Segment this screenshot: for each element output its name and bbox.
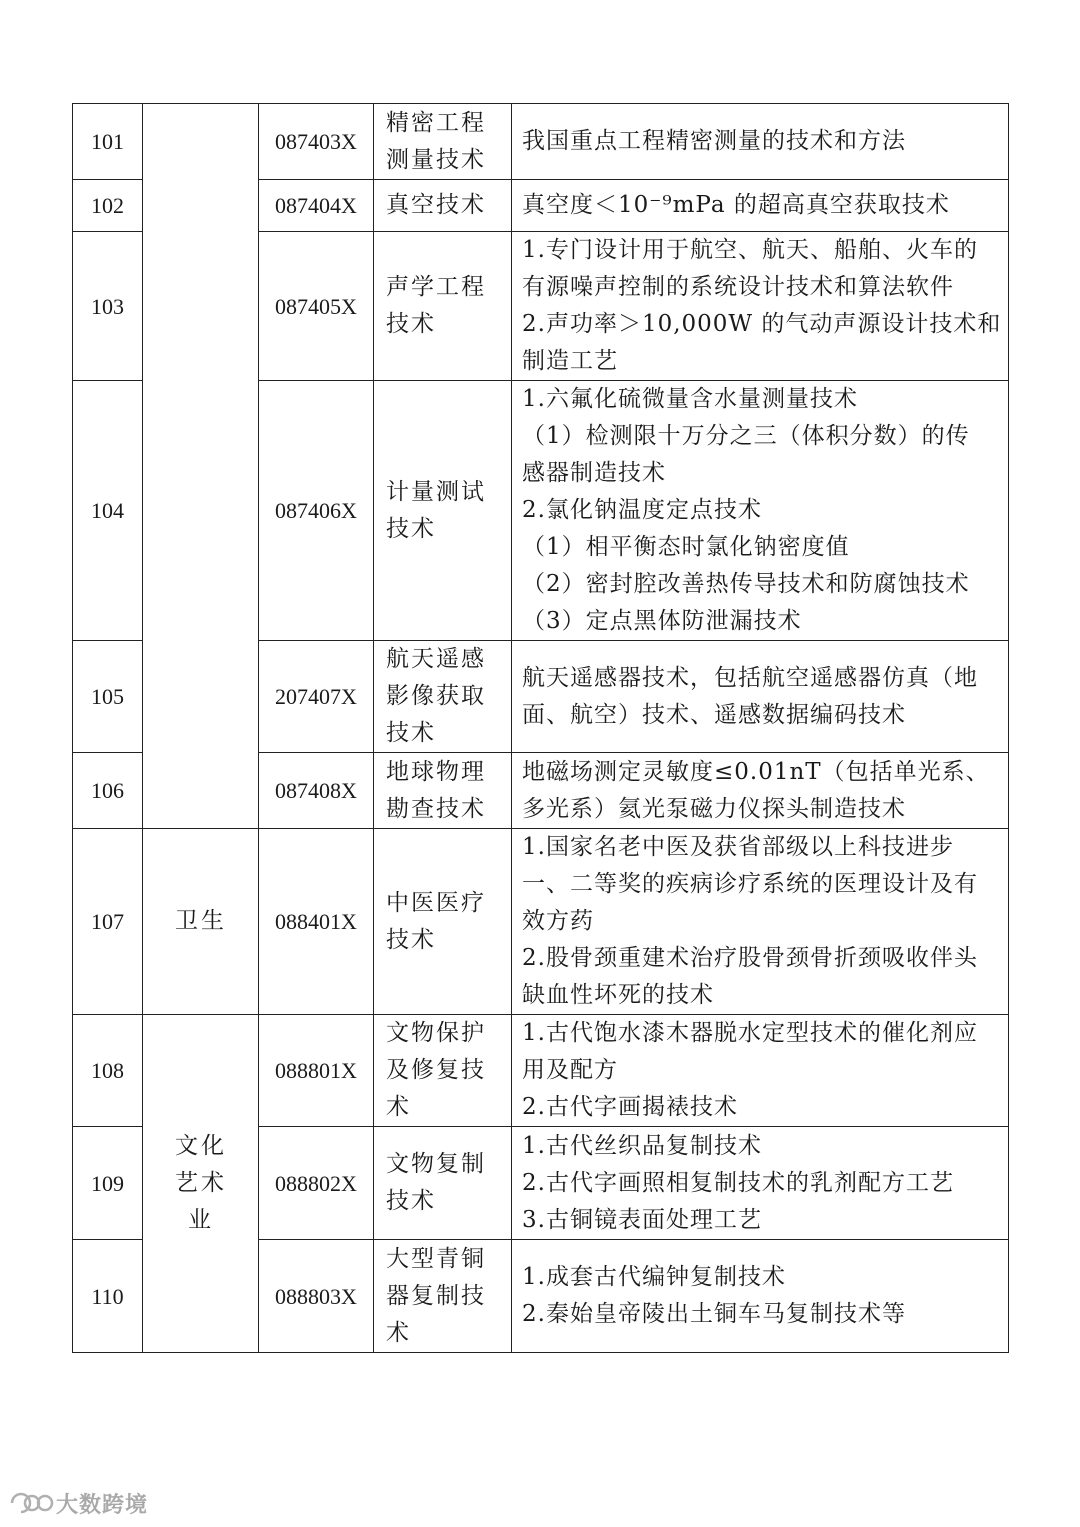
tech-code: 087408X — [259, 753, 374, 829]
tech-name — [374, 829, 512, 1015]
table-row — [73, 829, 1009, 1015]
tech-description — [512, 180, 1009, 232]
tech-description — [512, 1127, 1009, 1240]
tech-name-line: 地球物理 — [386, 758, 486, 785]
row-number: 110 — [73, 1240, 143, 1353]
tech-name-line: 术 — [386, 1319, 411, 1346]
tech-description-line: 2.古代字画照相复制技术的乳剂配方工艺 — [522, 1169, 954, 1196]
technology-table — [72, 103, 1009, 1353]
watermark-text: 大数跨境 — [56, 1492, 149, 1518]
tech-name-line: 测量技术 — [386, 146, 486, 173]
tech-description-line: 1.专门设计用于航空、航天、船舶、火车的 — [522, 237, 978, 263]
row-number: 102 — [73, 180, 143, 232]
tech-description-line: 我国重点工程精密测量的技术和方法 — [522, 128, 906, 154]
tech-description-line: 2.股骨颈重建术治疗股骨颈骨折颈吸收伴头 — [522, 945, 978, 971]
tech-description-line: 2.秦始皇帝陵出土铜车马复制技术等 — [522, 1301, 906, 1327]
tech-name — [374, 232, 512, 381]
tech-code: 088802X — [259, 1127, 374, 1240]
tech-description-line: 2.古代字画揭裱技术 — [522, 1094, 738, 1120]
watermark-logo-icon — [8, 1490, 54, 1516]
tech-name — [374, 1127, 512, 1240]
tech-description — [512, 1240, 1009, 1353]
tech-description-line: （1）相平衡态时氯化钠密度值 — [522, 534, 850, 560]
tech-name-line: 勘查技术 — [386, 795, 486, 822]
tech-description-line: 真空度＜10⁻⁹mPa 的超高真空获取技术 — [522, 192, 950, 218]
tech-name-line: 术 — [386, 1094, 411, 1120]
tech-description-line: （1）检测限十万分之三（体积分数）的传 — [522, 423, 970, 449]
tech-description — [512, 753, 1009, 829]
category-label: 文化艺术业 — [175, 1133, 227, 1233]
table-row — [73, 1015, 1009, 1127]
tech-description — [512, 1015, 1009, 1127]
tech-code: 088401X — [259, 829, 374, 1015]
tech-description-line: 3.古铜镜表面处理工艺 — [522, 1206, 762, 1233]
tech-name-line: 技术 — [386, 720, 436, 746]
tech-description-line: 效方药 — [522, 908, 594, 934]
tech-name — [374, 1240, 512, 1353]
tech-description-line: 1.古代丝织品复制技术 — [522, 1132, 762, 1159]
tech-name-line: 及修复技 — [386, 1057, 486, 1083]
tech-name-line: 大型青铜 — [386, 1245, 486, 1272]
tech-name — [374, 641, 512, 753]
tech-description-line: 多光系）氦光泵磁力仪探头制造技术 — [522, 795, 906, 822]
tech-description-line: （2）密封腔改善热传导技术和防腐蚀技术 — [522, 571, 970, 597]
row-number: 104 — [73, 381, 143, 641]
tech-code: 087406X — [259, 381, 374, 641]
tech-description — [512, 641, 1009, 753]
tech-name-line: 航天遥感 — [386, 646, 486, 672]
row-number: 109 — [73, 1127, 143, 1240]
tech-name — [374, 1015, 512, 1127]
category-cell — [143, 829, 259, 1015]
tech-name-line: 真空技术 — [386, 192, 486, 218]
row-number: 106 — [73, 753, 143, 829]
row-number: 101 — [73, 104, 143, 180]
tech-name-line: 技术 — [386, 1188, 436, 1214]
category-label: 卫生 — [175, 908, 227, 934]
tech-name — [374, 180, 512, 232]
tech-code: 087403X — [259, 104, 374, 180]
tech-description-line: 面、航空）技术、遥感数据编码技术 — [522, 701, 906, 728]
tech-description-line: 2.声功率＞10,000W 的气动声源设计技术和 — [522, 311, 1002, 337]
watermark — [8, 1488, 148, 1518]
tech-description-line: 制造工艺 — [522, 348, 618, 374]
tech-description-line: 用及配方 — [522, 1057, 618, 1083]
tech-description — [512, 381, 1009, 641]
tech-name — [374, 104, 512, 180]
tech-description — [512, 104, 1009, 180]
tech-name-line: 中医医疗 — [386, 889, 486, 916]
tech-description-line: （3）定点黑体防泄漏技术 — [522, 608, 802, 634]
tech-name — [374, 753, 512, 829]
row-number: 108 — [73, 1015, 143, 1127]
tech-description-line: 航天遥感器技术，包括航空遥感器仿真（地 — [522, 664, 978, 691]
tech-name-line: 器复制技 — [386, 1282, 486, 1309]
tech-code: 207407X — [259, 641, 374, 753]
tech-description-line: 2.氯化钠温度定点技术 — [522, 497, 762, 523]
row-number: 105 — [73, 641, 143, 753]
category-cell — [143, 1015, 259, 1353]
tech-name-line: 精密工程 — [386, 109, 486, 136]
tech-description — [512, 829, 1009, 1015]
tech-code: 088803X — [259, 1240, 374, 1353]
tech-name-line: 计量测试 — [386, 478, 486, 505]
tech-name-line: 声学工程 — [386, 274, 486, 300]
tech-description-line: 有源噪声控制的系统设计技术和算法软件 — [522, 274, 954, 300]
tech-name-line: 技术 — [386, 311, 436, 337]
tech-name-line: 技术 — [386, 515, 436, 542]
tech-name-line: 文物保护 — [386, 1020, 486, 1046]
tech-name — [374, 381, 512, 641]
tech-code: 087405X — [259, 232, 374, 381]
tech-description-line: 一、二等奖的疾病诊疗系统的医理设计及有 — [522, 871, 978, 897]
category-cell — [143, 104, 259, 829]
row-number: 103 — [73, 232, 143, 381]
tech-name-line: 影像获取 — [386, 683, 486, 709]
table-row — [73, 104, 1009, 180]
tech-description — [512, 232, 1009, 381]
tech-code: 088801X — [259, 1015, 374, 1127]
tech-description-line: 1.六氟化硫微量含水量测量技术 — [522, 386, 858, 412]
tech-code: 087404X — [259, 180, 374, 232]
tech-description-line: 1.成套古代编钟复制技术 — [522, 1264, 786, 1290]
tech-description-line: 1.国家名老中医及获省部级以上科技进步 — [522, 834, 954, 860]
tech-description-line: 1.古代饱水漆木器脱水定型技术的催化剂应 — [522, 1020, 978, 1046]
tech-name-line: 文物复制 — [386, 1151, 486, 1177]
tech-description-line: 感器制造技术 — [522, 460, 666, 486]
row-number: 107 — [73, 829, 143, 1015]
tech-description-line: 地磁场测定灵敏度≤0.01nT（包括单光系、 — [522, 758, 990, 785]
tech-name-line: 技术 — [386, 926, 436, 953]
tech-description-line: 缺血性坏死的技术 — [522, 982, 714, 1008]
